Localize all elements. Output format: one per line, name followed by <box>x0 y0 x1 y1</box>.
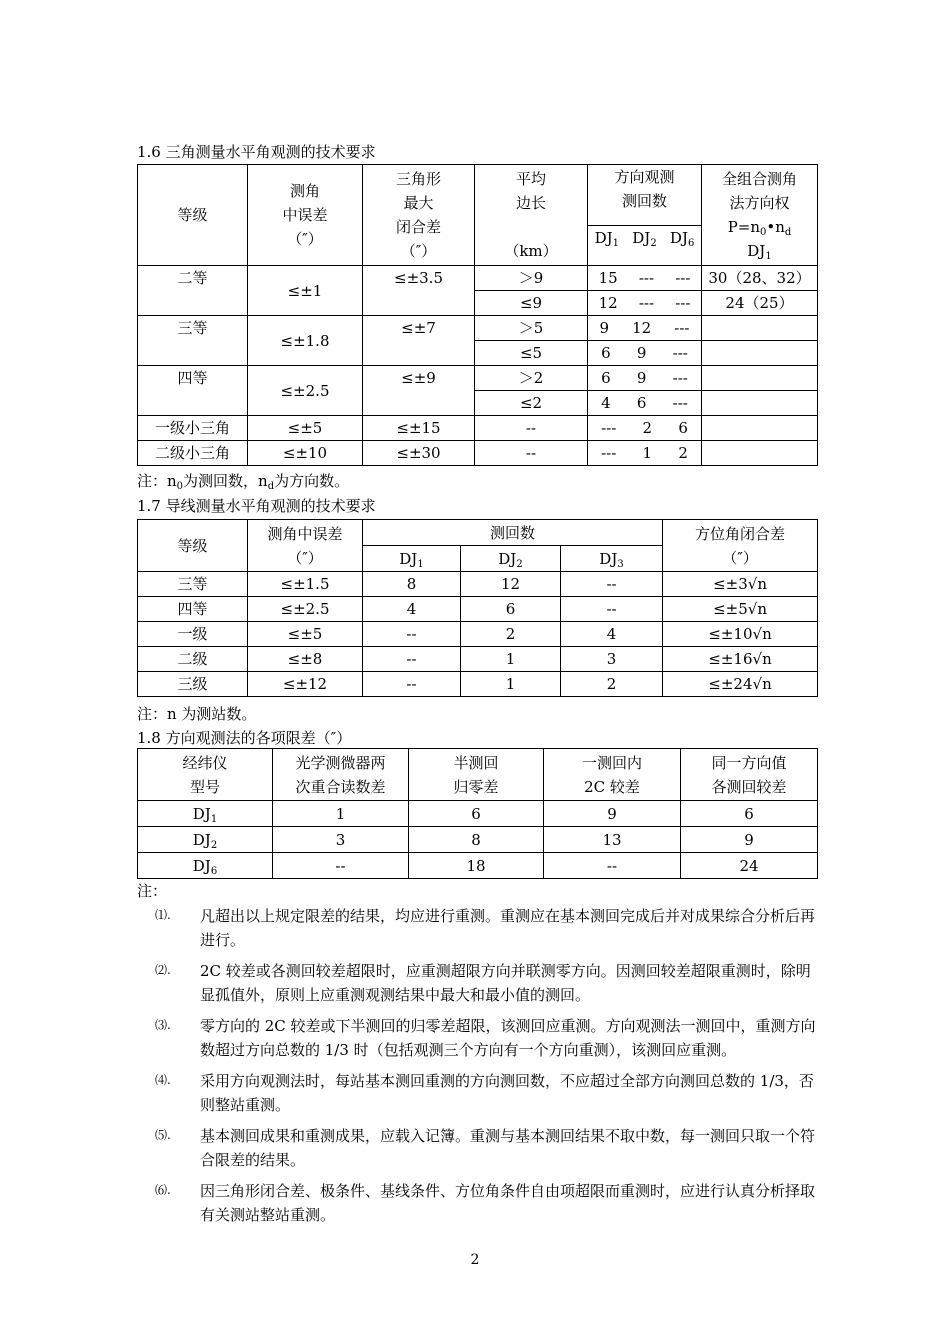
header-direction-rounds: 方向观测 测回数 $DJ_1$ $DJ_2$ $DJ_6$ <box>588 165 702 266</box>
header-2c-diff: 一测回内 2C 较差 <box>544 749 681 801</box>
header-azimuth-closure: 方位角闭合差 （″） <box>663 520 818 572</box>
header-rounds: 测回数 <box>363 520 663 546</box>
list-item: ⑷. 采用方向观测法时，每站基本测回重测的方向测回数，不应超过全部方向测回总数的 1/3，否则整站重测。 <box>155 1072 814 1114</box>
header-instrument: 经纬仪 型号 <box>138 749 273 801</box>
table-row: 四等 ≤±2.5 ≤±9 ＞2 6 9 --- <box>138 366 818 391</box>
table-row: $DJ_6$ -- 18 -- 24 <box>138 853 818 879</box>
header-grade: 等级 <box>138 165 248 266</box>
notes-label: 注： <box>137 882 168 900</box>
header-side-length: 平均 边长 （km） <box>475 165 588 266</box>
header-direction-weight: 全组合测角 法方向权 $P=n_0•n_d$ $DJ_1$ <box>702 165 818 266</box>
section-1-6-title: 1.6 三角测量水平角观测的技术要求 <box>137 143 376 161</box>
list-item: ⑸. 基本测回成果和重测成果，应载入记簿。重测与基本测回结果不取中数，每一测回只取一个符合限差的结果。 <box>155 1127 816 1169</box>
table-1-7 <box>137 519 818 697</box>
table-row: 四等 ≤±2.5 4 6 -- ≤±5√n <box>138 597 818 622</box>
header-dj3: $DJ_3$ <box>561 546 663 572</box>
table-row: ≤9 12 --- --- 24（25） <box>138 291 818 316</box>
header-triangle-closure: 三角形 最大 闭合差 （″） <box>363 165 475 266</box>
header-dj2: $DJ_2$ <box>461 546 561 572</box>
section-1-7-title: 1.7 导线测量水平角观测的技术要求 <box>137 497 376 515</box>
header-dj1: $DJ_1$ <box>363 546 461 572</box>
table-row: 一级 ≤±5 -- 2 4 ≤±10√n <box>138 622 818 647</box>
header-angle-error: 测角 中误差 （″） <box>248 165 363 266</box>
table-1-6 <box>137 164 818 466</box>
page-number: 2 <box>470 1252 480 1268</box>
list-item: ⑴. 凡超出以上规定限差的结果，均应进行重测。重测应在基本测回完成后并对成果综合分析后再进行。 <box>155 907 816 949</box>
header-angle-error: 测角中误差 （″） <box>248 520 363 572</box>
list-item: ⑹. 因三角形闭合差、极条件、基线条件、方位角条件自由项超限而重测时，应进行认真分析择取有关测站整站重测。 <box>155 1182 816 1224</box>
table-row: 二等 ≤±1 ≤±3.5 ＞9 15 --- --- 30（28、32） <box>138 266 818 291</box>
section-1-6-note: 注：$n_0$为测回数，$n_d$为方向数。 <box>137 472 350 492</box>
section-1-8-title: 1.8 方向观测法的各项限差（″） <box>137 729 352 747</box>
list-item: ⑶. 零方向的 2C 较差或下半测回的归零差超限，该测回应重测。方向观测法一测回中，重测方向数超过方向总数的 1/3 时（包括观测三个方向有一个方向重测），该测回应重测。 <box>155 1017 816 1059</box>
table-1-8 <box>137 748 818 879</box>
table-row: $DJ_2$ 3 8 13 9 <box>138 827 818 853</box>
header-direction-diff: 同一方向值 各测回较差 <box>681 749 818 801</box>
header-half-round-zero: 半测回 归零差 <box>409 749 544 801</box>
table-row: 二级 ≤±8 -- 1 3 ≤±16√n <box>138 647 818 672</box>
header-grade: 等级 <box>138 520 248 572</box>
table-row: ≤5 6 9 --- <box>138 341 818 366</box>
notes-list <box>155 904 820 1234</box>
table-row: $DJ_1$ 1 6 9 6 <box>138 801 818 827</box>
table-row: ≤2 4 6 --- <box>138 391 818 416</box>
table-row: 三级 ≤±12 -- 1 2 ≤±24√n <box>138 672 818 697</box>
table-row: 二级小三角 ≤±10 ≤±30 -- --- 1 2 <box>138 441 818 466</box>
table-row: 三等 ≤±1.5 8 12 -- ≤±3√n <box>138 572 818 597</box>
table-row: 一级小三角 ≤±5 ≤±15 -- --- 2 6 <box>138 416 818 441</box>
header-micrometer-diff: 光学测微器两 次重合读数差 <box>273 749 409 801</box>
table-row: 三等 ≤±1.8 ≤±7 ＞5 9 12 --- <box>138 316 818 341</box>
list-item: ⑵. 2C 较差或各测回较差超限时，应重测超限方向并联测零方向。因测回较差超限重测时，除明显孤值外，原则上应重测观测结果中最大和最小值的测回。 <box>155 962 811 1004</box>
section-1-7-note: 注：n 为测站数。 <box>137 705 257 723</box>
